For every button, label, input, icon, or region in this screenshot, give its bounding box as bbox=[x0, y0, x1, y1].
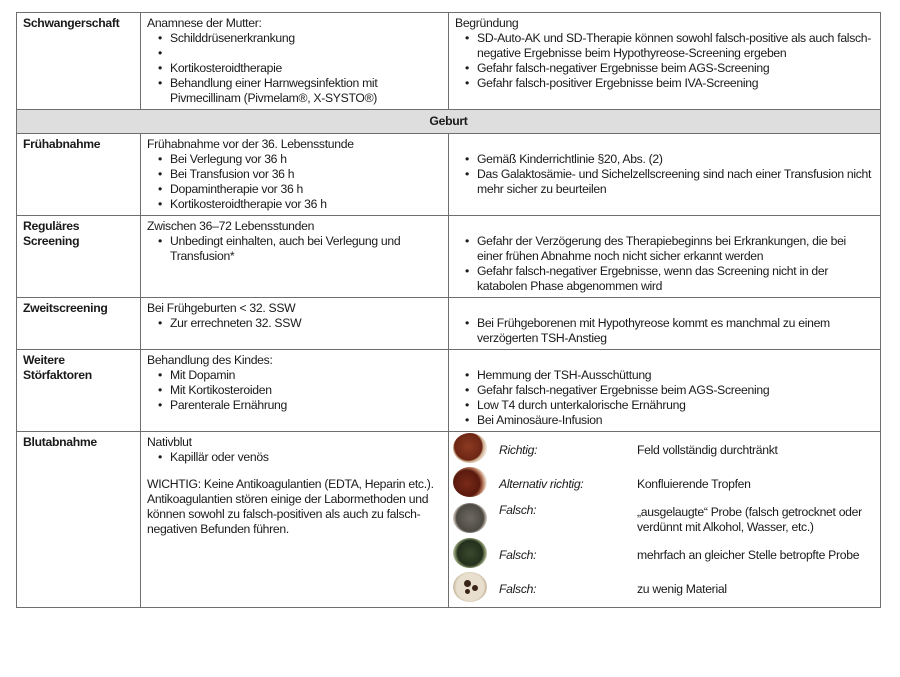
list-item: • Bei Aminosäure-Infusion bbox=[477, 413, 874, 428]
list-item: • Bei Verlegung vor 36 h bbox=[170, 152, 442, 167]
cell-spacer bbox=[455, 301, 874, 316]
sample-image-cell bbox=[453, 433, 499, 467]
criteria-heading: Nativblut bbox=[147, 435, 192, 449]
sample-cell bbox=[449, 432, 881, 608]
list-item: • Parenterale Ernährung bbox=[170, 398, 442, 413]
criteria-heading: Frühabnahme vor der 36. Lebensstunde bbox=[147, 137, 354, 151]
criteria-heading: Behandlung des Kindes: bbox=[147, 353, 273, 367]
row-weitere-stoerfaktoren bbox=[17, 350, 881, 432]
list-item: • Zur errechneten 32. SSW bbox=[170, 316, 442, 331]
blood-spot-leached-icon bbox=[453, 503, 487, 533]
row-label: Weitere Störfaktoren bbox=[17, 350, 141, 432]
reason-cell bbox=[449, 298, 881, 350]
sample-image-cell bbox=[453, 572, 499, 606]
reason-cell bbox=[449, 350, 881, 432]
row-label: Reguläres Screening bbox=[17, 216, 141, 298]
criteria-cell bbox=[141, 134, 449, 216]
criteria-list bbox=[147, 368, 442, 413]
sample-row bbox=[453, 467, 874, 501]
row-blutabnahme bbox=[17, 432, 881, 608]
section-header-geburt bbox=[17, 110, 881, 134]
sample-row bbox=[453, 538, 874, 572]
screening-table bbox=[16, 12, 881, 608]
list-item: • Hemmung der TSH-Ausschüttung bbox=[477, 368, 874, 383]
sample-rating: Falsch: bbox=[499, 503, 537, 517]
list-item: • Bei Frühgeborenen mit Hypothyreose kommt es manchmal zu einem verzögerten TSH-Anstieg bbox=[477, 316, 874, 346]
row-label: Blutabnahme bbox=[17, 432, 141, 608]
criteria-heading: Anamnese der Mutter: bbox=[147, 16, 262, 30]
reason-list bbox=[455, 152, 874, 197]
sample-row bbox=[453, 501, 874, 538]
list-item: • Gefahr falsch-negativer Ergebnisse beim AGS-Screening bbox=[477, 61, 874, 76]
row-regulaeres-screening bbox=[17, 216, 881, 298]
cell-spacer bbox=[455, 353, 874, 368]
sample-rating: Richtig: bbox=[499, 442, 538, 457]
criteria-list bbox=[147, 234, 442, 264]
sample-image-cell bbox=[453, 467, 499, 501]
list-item: • Behandlung einer Harnwegsinfektion mit Pivmecillinam (Pivmelam®, X-SYSTO®) bbox=[170, 76, 442, 106]
criteria-heading: Bei Frühgeburten < 32. SSW bbox=[147, 301, 296, 315]
criteria-cell bbox=[141, 432, 449, 608]
reason-cell bbox=[449, 216, 881, 298]
reason-cell bbox=[449, 134, 881, 216]
reason-list bbox=[455, 31, 874, 91]
sample-description: „ausgelaugte“ Probe (falsch getrocknet oder verdünnt mit Alkohol, Wasser, etc.) bbox=[637, 504, 862, 534]
criteria-cell bbox=[141, 298, 449, 350]
criteria-list bbox=[147, 316, 442, 331]
row-label: Frühabnahme bbox=[17, 134, 141, 216]
sample-image-cell bbox=[453, 538, 499, 572]
list-item: • Gefahr falsch-negativer Ergebnisse beim AGS-Screening bbox=[477, 383, 874, 398]
sample-description: Konfluierende Tropfen bbox=[637, 476, 751, 491]
sample-row bbox=[453, 572, 874, 606]
sample-rating: Falsch: bbox=[499, 581, 537, 596]
row-zweitscreening bbox=[17, 298, 881, 350]
list-item: • Kapillär oder venös bbox=[170, 450, 442, 465]
row-label: Zweitscreening bbox=[17, 298, 141, 350]
list-item: • Gefahr falsch-positiver Ergebnisse beim IVA-Screening bbox=[477, 76, 874, 91]
sample-description: zu wenig Material bbox=[637, 581, 727, 596]
criteria-cell bbox=[141, 216, 449, 298]
list-item: • Mit Dopamin bbox=[170, 368, 442, 383]
blood-spot-full-icon bbox=[453, 433, 487, 463]
list-item: • Kortikosteroidtherapie bbox=[170, 61, 442, 76]
warning-note: WICHTIG: Keine Antikoagulantien (EDTA, Heparin etc.). Antikoagulantien stören einige der Labormethoden und können sowohl zu falsch-positiven als auch zu falsch-negativen Befunden führen. bbox=[147, 477, 434, 536]
reason-cell bbox=[449, 13, 881, 110]
reason-list bbox=[455, 316, 874, 346]
criteria-cell bbox=[141, 350, 449, 432]
cell-spacer bbox=[455, 137, 874, 152]
list-item: • Unbedingt einhalten, auch bei Verlegung und Transfusion* bbox=[170, 234, 442, 264]
reason-list bbox=[455, 234, 874, 294]
reason-list bbox=[455, 368, 874, 428]
criteria-list bbox=[147, 31, 442, 106]
section-title: Geburt bbox=[17, 110, 881, 134]
sample-rating: Alternativ richtig: bbox=[499, 476, 584, 491]
sample-row bbox=[453, 433, 874, 467]
list-item: • Dopamintherapie vor 36 h bbox=[170, 182, 442, 197]
row-fruehabnahme bbox=[17, 134, 881, 216]
criteria-cell bbox=[141, 13, 449, 110]
list-item: • Gefahr falsch-negativer Ergebnisse, wenn das Screening nicht in der katabolen Phase abgenommen wird bbox=[477, 264, 874, 294]
list-item: • Schilddrüsenerkrankung bbox=[170, 31, 442, 46]
list-item: • Gemäß Kinderrichtlinie §20, Abs. (2) bbox=[477, 152, 874, 167]
row-label: Schwangerschaft bbox=[17, 13, 141, 110]
blood-spot-insufficient-icon bbox=[453, 572, 487, 602]
list-item: • Gefahr der Verzögerung des Therapiebeginns bei Erkrankungen, die bei einer frühen Abnahme noch nicht sicher erkannt werden bbox=[477, 234, 874, 264]
list-item: • Das Galaktosämie- und Sichelzellscreening sind nach einer Transfusion nicht mehr sicher zu beurteilen bbox=[477, 167, 874, 197]
criteria-list bbox=[147, 450, 442, 465]
sample-rating: Falsch: bbox=[499, 547, 537, 562]
list-item: • Mit Kortikosteroiden bbox=[170, 383, 442, 398]
criteria-heading: Zwischen 36–72 Lebensstunden bbox=[147, 219, 315, 233]
list-item: • Kortikosteroidtherapie vor 36 h bbox=[170, 197, 442, 212]
criteria-list bbox=[147, 152, 442, 212]
sample-table bbox=[453, 433, 874, 606]
list-spacer bbox=[170, 46, 442, 61]
list-item: • Bei Transfusion vor 36 h bbox=[170, 167, 442, 182]
reason-heading: Begründung bbox=[455, 16, 519, 30]
sample-description: mehrfach an gleicher Stelle betropfte Probe bbox=[637, 547, 860, 562]
sample-image-cell bbox=[453, 501, 499, 538]
blood-spot-overdropped-icon bbox=[453, 538, 487, 568]
row-schwangerschaft bbox=[17, 13, 881, 110]
list-item: • SD-Auto-AK und SD-Therapie können sowohl falsch-positive als auch falsch-negative Ergebnisse beim Hypothyreose-Screening ergeben bbox=[477, 31, 874, 61]
list-item: • Low T4 durch unterkalorische Ernährung bbox=[477, 398, 874, 413]
cell-spacer bbox=[455, 219, 874, 234]
sample-description: Feld vollständig durchtränkt bbox=[637, 442, 778, 457]
blood-spot-confluent-icon bbox=[453, 467, 487, 497]
